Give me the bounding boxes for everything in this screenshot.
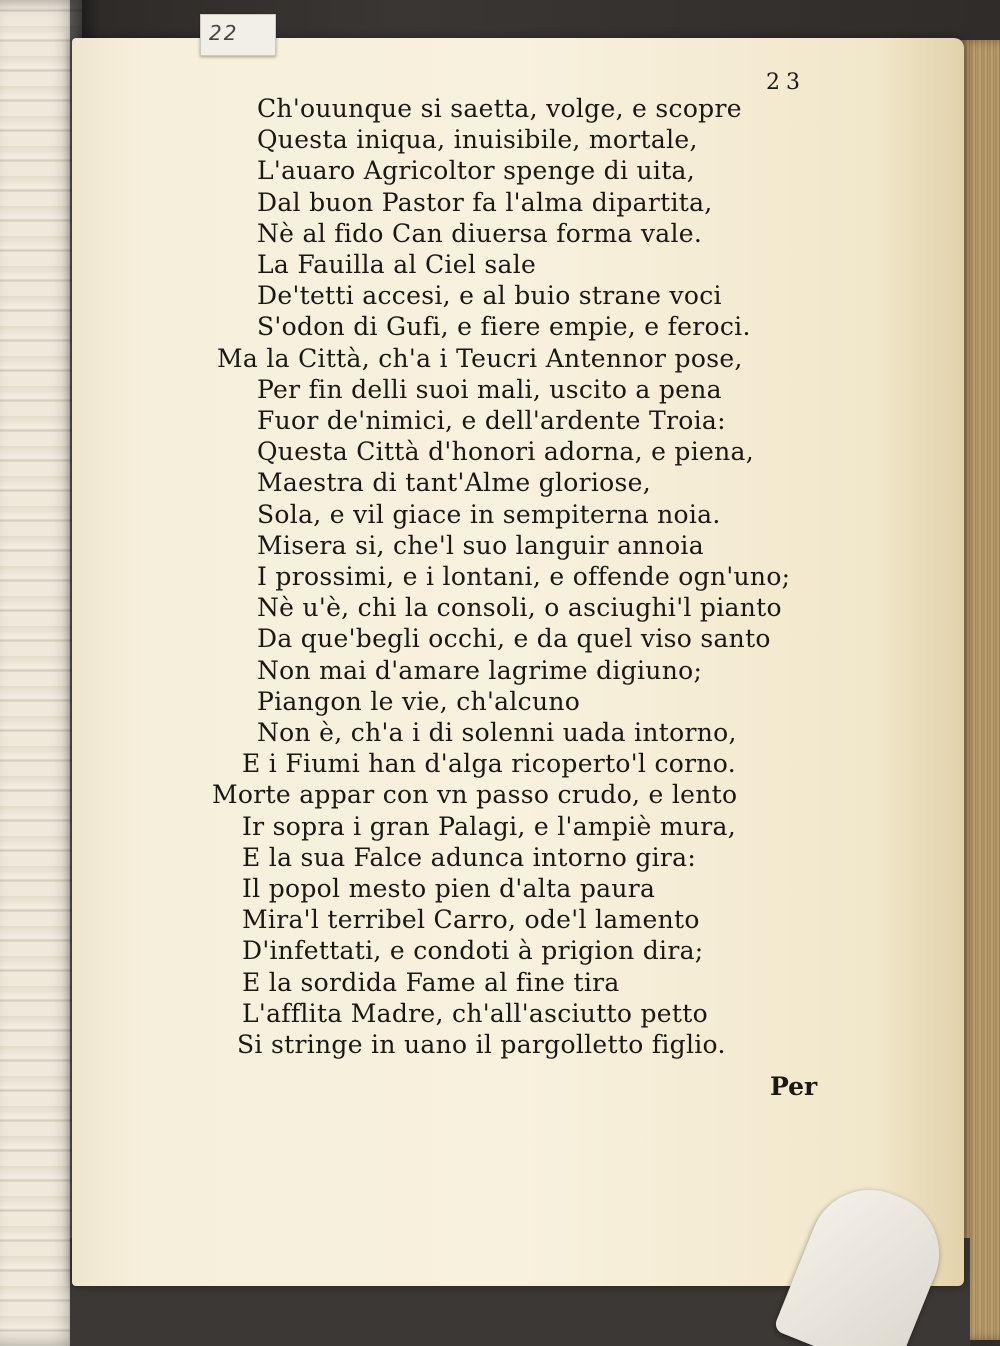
verse-line: E i Fiumi han d'alga ricoperto'l corno. (242, 749, 736, 779)
verse-line: L'auaro Agricoltor spenge di uita, (257, 156, 695, 186)
pencil-folio-mark: 22 (209, 21, 239, 45)
verse-line: S'odon di Gufi, e fiere empie, e feroci. (257, 312, 751, 342)
verse-line: Dal buon Pastor fa l'alma dipartita, (257, 187, 713, 217)
page-block-edge (958, 40, 1000, 1340)
verse-line: Nè u'è, chi la consoli, o asciughi'l pianto (257, 593, 782, 623)
verse-line: Mira'l terribel Carro, ode'l lamento (242, 905, 700, 935)
verse-line: Si stringe in uano il pargolletto figlio. (237, 1030, 726, 1059)
verse-line: Per fin delli suoi mali, uscito a pena (257, 374, 722, 404)
folio-tab (200, 14, 276, 56)
verse-line: Fuor de'nimici, e dell'ardente Troia: (257, 406, 726, 435)
page-number: 23 (766, 70, 806, 95)
verse-line: La Fauilla al Ciel sale (257, 250, 537, 279)
verse-line: Morte appar con vn passo crudo, e lento (212, 780, 738, 810)
verse-line: Ch'ouunque si saetta, volge, e scopre (257, 94, 742, 123)
verse-line: Maestra di tant'Alme gloriose, (257, 468, 652, 498)
verse-line: E la sordida Fame al fine tira (242, 967, 620, 997)
book-page (72, 38, 964, 1286)
verse-line: Ir sopra i gran Palagi, e l'ampiè mura, (242, 811, 736, 841)
verse-line: Questa Città d'honori adorna, e piena, (257, 437, 754, 467)
verse-line: E la sua Falce adunca intorno gira: (242, 842, 697, 872)
verse-line: Non è, ch'a i di solenni uada intorno, (257, 718, 737, 747)
verse-line: Misera si, che'l suo languir annoia (257, 530, 704, 560)
verse-line: Piangon le vie, ch'alcuno (257, 686, 581, 716)
verse-line: Nè al fido Can diuersa forma vale. (257, 218, 703, 248)
verse-line: I prossimi, e i lontani, e offende ogn'uno; (257, 562, 791, 591)
verse-line: Ma la Città, ch'a i Teucri Antennor pose, (217, 343, 743, 373)
verse-line: Sola, e vil giace in sempiterna noia. (257, 499, 721, 529)
verse-line: Da que'begli occhi, e da quel viso santo (257, 624, 771, 654)
verse-line: Non mai d'amare lagrime digiuno; (257, 655, 703, 685)
catchword: Per (770, 1072, 818, 1101)
verse-line: De'tetti accesi, e al buio strane voci (257, 281, 722, 311)
verse-line: Questa iniqua, inuisibile, mortale, (257, 125, 698, 155)
verse-line: D'infettati, e condoti à prigion dira; (242, 936, 704, 966)
verse-line: Il popol mesto pien d'alta paura (242, 874, 656, 903)
verse-line: L'afflita Madre, ch'all'asciutto petto (242, 998, 708, 1028)
